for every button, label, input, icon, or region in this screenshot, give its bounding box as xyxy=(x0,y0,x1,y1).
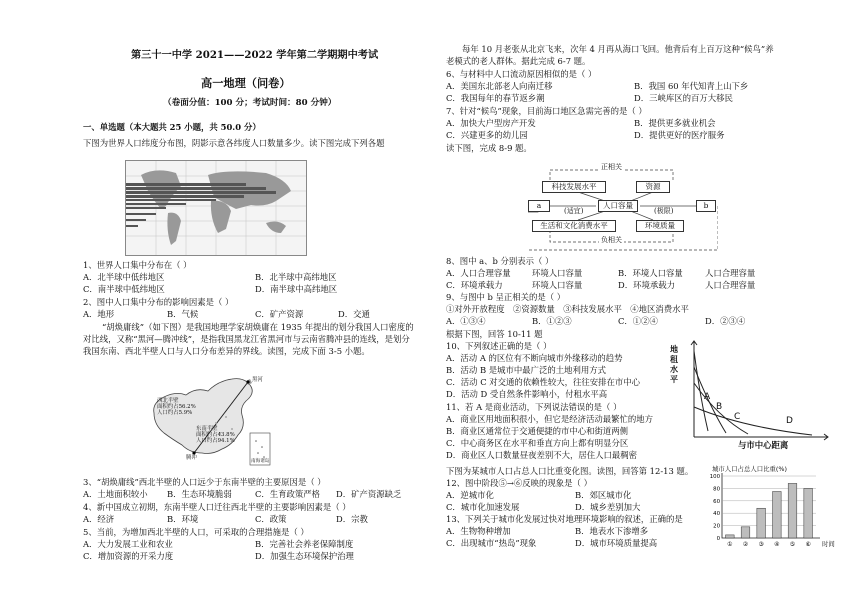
chart-ytick-label: 80 xyxy=(713,486,720,493)
q4-option-b[interactable]: B．环境 xyxy=(167,514,199,524)
section-heading: 一、单选题（本大题共 25 小题，共 50.0 分） xyxy=(83,122,261,132)
chart-bar xyxy=(741,527,750,538)
exam-title: 第三十一中学 2021——2022 学年第二学期期中考试 xyxy=(131,49,379,61)
q13-option-c[interactable]: C．出现城市“热岛”现象 xyxy=(446,538,537,548)
q2-option-b[interactable]: B．气候 xyxy=(167,309,199,319)
population-capacity-diagram xyxy=(528,158,718,254)
q7-option-a[interactable]: A．加快大户型房产开发 xyxy=(446,118,536,128)
chart-title: 城市人口占总人口比重(%) xyxy=(712,465,787,473)
diagram-node-population-capacity: 人口容量 xyxy=(598,200,638,212)
map-label-nw-area: 面积约占56.2% xyxy=(157,404,196,410)
intro-12-13: 下图为某城市人口占总人口比重变化图。读图，回答第 12-13 题。 xyxy=(446,466,694,476)
q9-items: ①对外开放程度 ②资源数量 ③科技发展水平 ④地区消费水平 xyxy=(446,304,689,314)
q13-option-a[interactable]: A．生物物种增加 xyxy=(446,526,511,536)
q7-option-c[interactable]: C．兴建更多的幼儿园 xyxy=(446,130,528,140)
q5-option-d[interactable]: D．加强生态环境保护治理 xyxy=(255,551,354,561)
bid-rent-chart xyxy=(682,337,832,449)
rent-curve-a-label: A xyxy=(704,392,711,402)
q5-option-b[interactable]: B．完善社会养老保障制度 xyxy=(255,539,354,549)
diagram-label-suitable: (适宜) xyxy=(564,207,584,215)
q1-option-b[interactable]: B．北半球中高纬地区 xyxy=(255,272,337,282)
q9-option-a[interactable]: A．①③④ xyxy=(446,316,486,326)
map-label-nw: 西北半壁 xyxy=(157,398,179,404)
chart-ytick-label: 0 xyxy=(716,536,720,542)
q3-option-d[interactable]: D．矿产资源缺乏 xyxy=(336,489,402,499)
q5-option-c[interactable]: C．增加资源的开采力度 xyxy=(83,551,174,561)
intro-1: 下图为世界人口纬度分布图，阴影示意各纬度人口数量多少。读下图完成下列各题 xyxy=(83,138,385,148)
q7-option-d[interactable]: D．提供更好的医疗服务 xyxy=(634,130,725,140)
q2-option-a[interactable]: A．地形 xyxy=(83,309,115,319)
rent-curve-c-label: C xyxy=(734,412,741,422)
q9-stem: 9、与图中 b 呈正相关的是（ ） xyxy=(446,292,566,302)
q4-option-a[interactable]: A．经济 xyxy=(83,514,115,524)
china-map xyxy=(146,373,272,467)
q11-option-d[interactable]: D．商业区人口数量昼夜差别不大，居住人口最稠密 xyxy=(446,450,637,460)
q12-option-d[interactable]: D．城乡差别加大 xyxy=(575,502,641,512)
q12-option-b[interactable]: B．郊区城市化 xyxy=(575,490,632,500)
diagram-node-environment-quality: 环境质量 xyxy=(636,220,684,232)
chart-category-label: ① xyxy=(727,541,733,548)
q11-option-a[interactable]: A．商业区用地面积很小，但它是经济活动最繁忙的地方 xyxy=(446,414,654,424)
chart-category-label: ④ xyxy=(774,541,780,548)
q9-option-b[interactable]: B．①②③ xyxy=(532,316,572,326)
chart-xlabel: 时间 xyxy=(822,540,835,548)
q8-option-d-2: 人口合理容量 xyxy=(705,280,756,290)
chart-ytick-label: 60 xyxy=(713,498,720,505)
q12-stem: 12、图中阶段⑤→⑥反映的现象是（ ） xyxy=(446,478,592,488)
diagram-node-a: a xyxy=(528,200,550,212)
diagram-negative-label: 负相关 xyxy=(601,236,622,244)
chart-bar xyxy=(757,508,766,538)
q1-option-c[interactable]: C．南半球中低纬地区 xyxy=(83,284,165,294)
q10-option-d[interactable]: D．活动 D 受自然条件影响小，付租水平高 xyxy=(446,389,608,399)
q6-option-c[interactable]: C．我国每年的春节返乡潮 xyxy=(446,93,545,103)
map-label-nanhai: 南海诸岛 xyxy=(251,459,270,464)
intro-8-9: 读下图，完成 8-9 题。 xyxy=(446,143,532,153)
chart-category-label: ⑤ xyxy=(789,541,796,548)
q4-stem: 4、新中国成立初期，东南半壁人口迁往西北半壁的主要影响因素是（ ） xyxy=(83,502,351,512)
urban-population-svg xyxy=(704,464,840,550)
urban-population-chart xyxy=(704,464,840,550)
q1-option-a[interactable]: A．北半球中低纬地区 xyxy=(83,272,165,282)
q5-stem: 5、当前，为增加西北半壁的人口，可采取的合理措施是（ ） xyxy=(83,527,309,537)
q13-stem: 13、下列关于城市化发展过快对地理环境影响的叙述，正确的是 xyxy=(446,514,683,524)
q8-option-a-2: 环境人口容量 xyxy=(532,268,583,278)
q13-option-b[interactable]: B．地表水下渗增多 xyxy=(575,526,649,536)
map-label-tengchong: 腾冲 xyxy=(186,455,197,461)
para-huhuanyong-3: 我国东南、西北半壁人口与人口分布差异的界线。读图，完成下面 3-5 小题。 xyxy=(83,346,370,356)
q11-option-c[interactable]: C．中心商务区在水平和垂直方向上都有明显分区 xyxy=(446,438,629,448)
diagram-node-b: b xyxy=(696,200,716,212)
q3-stem: 3、“胡焕庸线”西北半壁的人口远少于东南半壁的主要原因是（ ） xyxy=(83,477,326,487)
q9-option-c[interactable]: C．①②④ xyxy=(618,316,658,326)
china-map-graphic xyxy=(146,373,272,467)
para-huhuanyong-2: 对比线，又称“黑河—腾冲线”，是指我国黑龙江省黑河市与云南省腾冲县的连线，是划分 xyxy=(83,334,410,344)
q11-option-b[interactable]: B．商业区通常位于交通便捷的市中心和街道两侧 xyxy=(446,426,629,436)
q10-option-a[interactable]: A．活动 A 的区位有不断向城市外缘移动的趋势 xyxy=(446,353,623,363)
diagram-node-resources: 资源 xyxy=(636,181,670,193)
rent-chart-xlabel: 与市中心距离 xyxy=(738,440,789,450)
diagram-positive-label: 正相关 xyxy=(601,163,622,171)
q2-stem: 2、图中人口集中分布的影响因素是（ ） xyxy=(83,297,234,307)
q3-option-c[interactable]: C．生育政策严格 xyxy=(255,489,321,499)
q8-option-c-2: 环境人口容量 xyxy=(532,280,583,290)
map-label-se-area: 面积约占43.8% xyxy=(196,432,235,438)
intro-10-11: 根据下图，回答 10-11 题 xyxy=(446,329,543,339)
chart-bar xyxy=(773,492,782,539)
chart-bar xyxy=(788,483,797,538)
chart-bar xyxy=(726,535,735,538)
world-population-latitude-map xyxy=(125,160,307,256)
q6-option-a[interactable]: A．美国东北部老人向南迁移 xyxy=(446,81,553,91)
chart-ytick-label: 40 xyxy=(713,511,720,518)
chart-category-label: ⑥ xyxy=(805,541,811,548)
q10-option-b[interactable]: B．活动 B 是城市中最广泛的土地利用方式 xyxy=(446,365,607,375)
q7-stem: 7、针对“候鸟”现象，目前海口地区急需完善的是（ ） xyxy=(446,106,647,116)
q2-option-c[interactable]: C．矿产资源 xyxy=(255,309,304,319)
q9-option-d[interactable]: D．②③④ xyxy=(705,316,746,326)
q3-option-a[interactable]: A．土地面积较小 xyxy=(83,489,148,499)
chart-category-label: ③ xyxy=(758,541,764,548)
q12-option-c[interactable]: C．城市化加速发展 xyxy=(446,502,520,512)
q7-option-b[interactable]: B．提供更多就业机会 xyxy=(634,118,716,128)
q6-option-b[interactable]: B．我国 60 年代知青上山下乡 xyxy=(634,81,749,91)
q1-stem: 1、世界人口集中分布在（ ） xyxy=(83,260,192,270)
q5-option-a[interactable]: A．大力发展工业和农业 xyxy=(83,539,173,549)
q8-stem: 8、图中 a、b 分别表示（ ） xyxy=(446,256,554,266)
chart-ytick-label: 20 xyxy=(713,523,720,530)
q2-option-d[interactable]: D．交通 xyxy=(338,309,370,319)
q8-option-b-2: 人口合理容量 xyxy=(705,268,756,278)
diagram-node-tech: 科技发展水平 xyxy=(542,181,606,193)
chart-bar xyxy=(804,488,813,538)
q1-option-d[interactable]: D．南半球中高纬地区 xyxy=(255,284,338,294)
q12-option-a[interactable]: A．逆城市化 xyxy=(446,490,494,500)
map-label-se-pop: 人口约占94.1% xyxy=(196,438,235,444)
rent-chart-ylabel: 地租水平 xyxy=(670,344,678,384)
chart-ytick-label: 100 xyxy=(709,474,720,480)
q4-option-c[interactable]: C．政策 xyxy=(255,514,287,524)
para-huhuanyong-1: “胡焕庸线”（如下图）是我国地理学家胡焕庸在 1935 年提出的划分我国人口密度的 xyxy=(102,322,414,332)
bid-rent-graphic xyxy=(682,337,832,449)
q3-option-b[interactable]: B．生态环境脆弱 xyxy=(167,489,232,499)
q6-option-d[interactable]: D．三峡库区的百万大移民 xyxy=(634,93,733,103)
exam-subtitle: 高一地理（问卷） xyxy=(201,76,291,90)
q6-stem: 6、与材料中人口流动原因相似的是（ ） xyxy=(446,69,597,79)
map-label-se: 东南半壁 xyxy=(196,426,218,432)
chart-category-label: ② xyxy=(742,541,749,548)
diagram-label-limit: (极限) xyxy=(654,207,674,215)
para-houniao-2: 老模式的老人群体。据此完成 6-7 题。 xyxy=(446,56,591,66)
world-map-graphic xyxy=(126,161,306,255)
q11-stem: 11、若 A 是商业活动，下列说法错误的是（ ） xyxy=(446,402,622,412)
q10-option-c[interactable]: C．活动 C 对交通的依赖性较大，往往安排在市中心 xyxy=(446,377,641,387)
exam-meta: （卷面分值：100 分；考试时间：80 分钟） xyxy=(163,98,337,108)
q13-option-d[interactable]: D．城市环境质量提高 xyxy=(575,538,658,548)
q8-option-b[interactable]: B．环境人口容量 xyxy=(618,268,683,278)
rent-curve-d-label: D xyxy=(786,416,793,426)
rent-curve-b-label: B xyxy=(716,402,723,412)
map-label-nw-pop: 人口约占5.9% xyxy=(157,410,193,416)
q8-option-a[interactable]: A．人口合理容量 xyxy=(446,268,511,278)
q8-option-c[interactable]: C．环境承载力 xyxy=(446,280,503,290)
q10-stem: 10、下列叙述正确的是（ ） xyxy=(446,341,552,351)
diagram-node-living-consumption: 生活和文化消费水平 xyxy=(532,220,616,232)
para-houniao-1: 每年 10 月老张从北京飞来，次年 4 月再从海口飞回。他背后有上百万这种“候鸟”养 xyxy=(462,44,774,54)
q4-option-d[interactable]: D．宗教 xyxy=(336,514,368,524)
q8-option-d[interactable]: D．环境承载力 xyxy=(618,280,675,290)
map-label-heihe: 黑河 xyxy=(252,377,263,383)
